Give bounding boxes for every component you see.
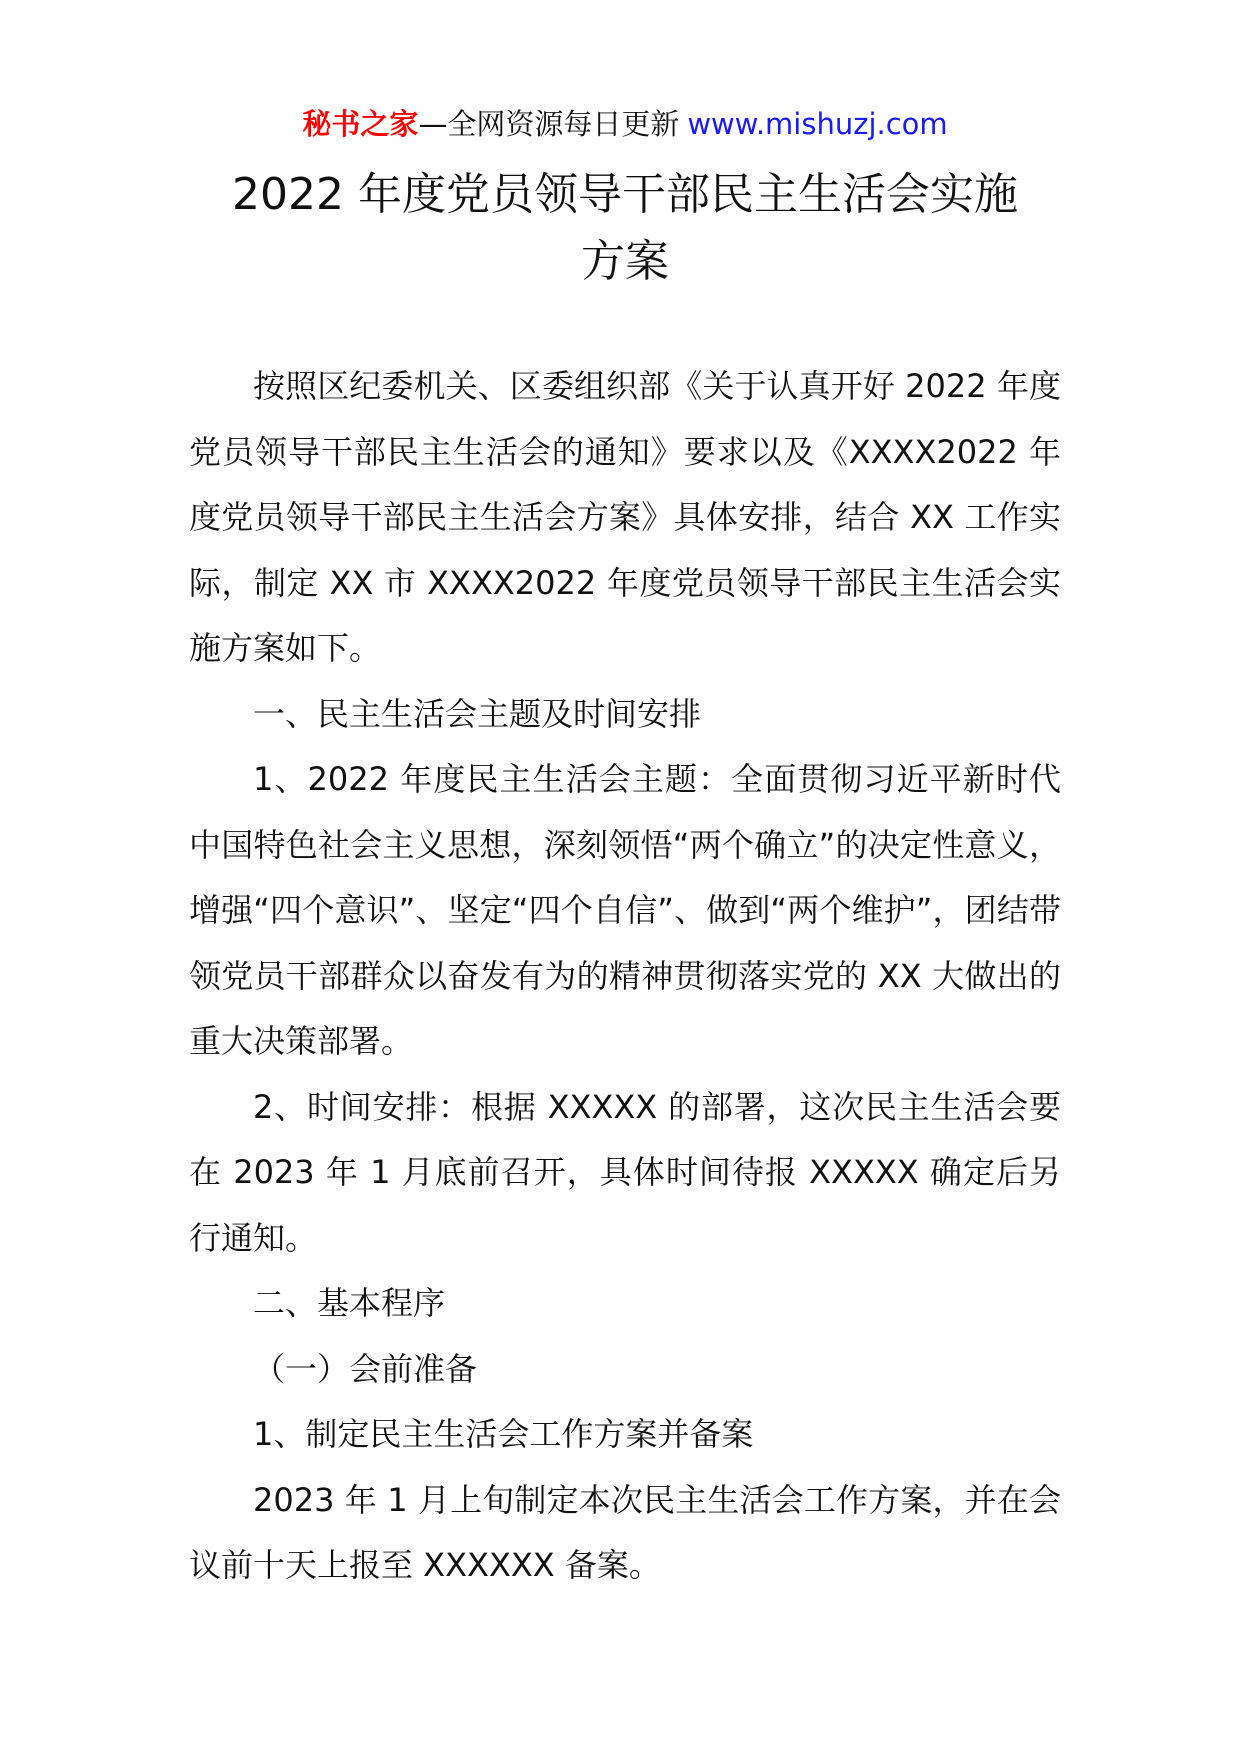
site-tagline: —全网资源每日更新 bbox=[418, 107, 680, 141]
theme-paragraph: 1、2022 年度民主生活会主题：全面贯彻习近平新时代中国特色社会主义思想，深刻领悟“两个确立”的决定性意义，增强“四个意识”、坚定“四个自信”、做到“两个维护”，团结带领党员干部群众以奋发有为的精神贯彻落实党的 XX 大做出的重大决策部署。 bbox=[189, 760, 1061, 1060]
site-brand: 秘书之家 bbox=[302, 107, 419, 141]
item-heading-work-plan: 1、制定民主生活会工作方案并备案 bbox=[253, 1415, 754, 1453]
section-heading-theme-schedule: 一、民主生活会主题及时间安排 bbox=[253, 694, 702, 733]
section-heading-basic-procedure: 二、基本程序 bbox=[253, 1284, 446, 1322]
site-url-link[interactable]: www.mishuzj.com bbox=[687, 107, 948, 141]
document-title-line-2: 方案 bbox=[581, 236, 669, 287]
intro-paragraph: 按照区纪委机关、区委组织部《关于认真开好 2022 年度党员领导干部民主生活会的通知》要求以及《XXXX2022 年度党员领导干部民主生活会方案》具体安排，结合 XX 工作实际，制定 XX 市 XXXX2022 年度党员领导干部民主生活会实施方案如下。 bbox=[189, 367, 1061, 667]
work-plan-paragraph: 2023 年 1 月上旬制定本次民主生活会工作方案，并在会议前十天上报至 XXXXXX 备案。 bbox=[189, 1480, 1061, 1584]
site-header bbox=[189, 104, 1061, 144]
subsection-heading-preparation: （一）会前准备 bbox=[253, 1349, 478, 1388]
document-title-line-1: 2022 年度党员领导干部民主生活会实施 bbox=[232, 169, 1018, 220]
document-body bbox=[189, 354, 1061, 1599]
document-title bbox=[189, 161, 1061, 295]
schedule-paragraph: 2、时间安排：根据 XXXXX 的部署，这次民主生活会要在 2023 年 1 月底前召开，具体时间待报 XXXXX 确定后另行通知。 bbox=[189, 1087, 1061, 1257]
